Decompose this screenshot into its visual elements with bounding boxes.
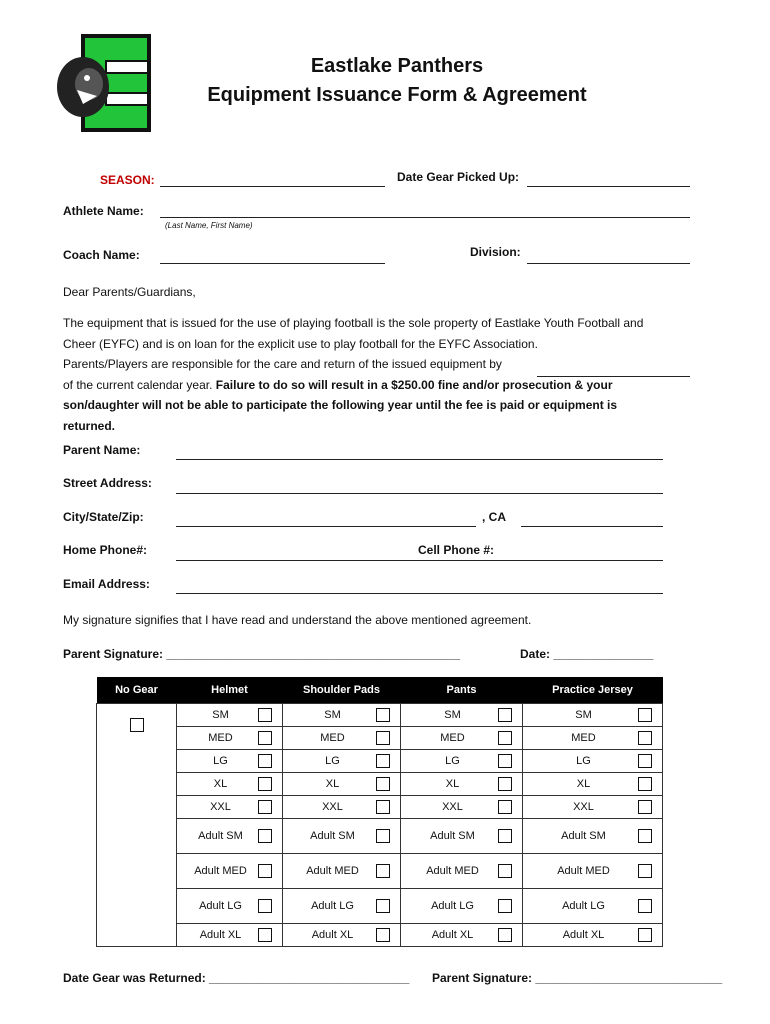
helmet-size-cell [177,773,283,796]
para-line-2: Cheer (EYFC) and is on loan for the explicit use to play football for the EYFC Association. [63,336,538,351]
pants-size-cell [401,704,523,727]
pants-size-label: LG [445,755,460,767]
pants-checkbox[interactable] [498,777,512,791]
gear-table-header [97,677,663,704]
header-practice-jersey: Practice Jersey [523,677,663,704]
pants-checkbox[interactable] [498,928,512,942]
shoulder-pads-size-cell [283,773,401,796]
practice-jersey-checkbox[interactable] [638,899,652,913]
parent-signature-line[interactable]: Parent Signature: ____________________________________________ [63,647,461,661]
helmet-checkbox[interactable] [258,864,272,878]
state-ca-label: , CA [482,510,506,524]
email-address-label: Email Address: [63,577,150,591]
gear-table [96,677,663,947]
helmet-size-cell [177,727,283,750]
no-gear-cell [97,704,177,947]
shoulder-pads-size-label: XXL [322,801,343,813]
shoulder-pads-size-cell [283,704,401,727]
practice-jersey-size-label: Adult MED [557,865,610,877]
practice-jersey-size-label: XL [576,778,591,790]
date-returned-line[interactable]: Date Gear was Returned: ______________________________ [63,971,410,985]
practice-jersey-size-label: LG [576,755,591,767]
pants-size-cell [401,773,523,796]
date-picked-up-label: Date Gear Picked Up: [397,170,520,184]
helmet-size-label: Adult SM [198,830,243,842]
practice-jersey-checkbox[interactable] [638,829,652,843]
athlete-name-label: Athlete Name: [63,204,144,218]
pants-size-label: Adult LG [431,900,474,912]
practice-jersey-size-label: XXL [573,801,594,813]
practice-jersey-checkbox[interactable] [638,928,652,942]
pants-size-cell [401,727,523,750]
coach-name-label: Coach Name: [63,248,140,262]
para-line-4b: Failure to do so will result in a $250.00 fine and/or prosecution & your [215,377,613,392]
no-gear-checkbox[interactable] [130,718,144,732]
pants-checkbox[interactable] [498,829,512,843]
table-row [97,750,663,773]
parent-name-label: Parent Name: [63,443,141,457]
shoulder-pads-checkbox[interactable] [376,800,390,814]
helmet-size-label: LG [213,755,228,767]
header-no-gear: No Gear [97,677,177,704]
street-address-label: Street Address: [63,476,152,490]
practice-jersey-size-label: Adult XL [562,929,605,941]
shoulder-pads-checkbox[interactable] [376,777,390,791]
table-row [97,704,663,727]
practice-jersey-size-cell [523,773,663,796]
helmet-checkbox[interactable] [258,899,272,913]
practice-jersey-size-label: Adult LG [562,900,605,912]
practice-jersey-size-cell [523,704,663,727]
zip-field[interactable] [521,526,663,527]
practice-jersey-size-label: MED [571,732,596,744]
practice-jersey-checkbox[interactable] [638,800,652,814]
para-line-3: Parents/Players are responsible for the care and return of the issued equipment by [63,357,502,371]
table-row [97,889,663,924]
signature-date-line[interactable]: Date: _______________ [520,647,654,661]
pants-checkbox[interactable] [498,708,512,722]
footer-parent-signature-line[interactable]: Parent Signature: ____________________________ [432,971,723,985]
shoulder-pads-size-label: Adult XL [311,929,354,941]
pants-size-cell [401,854,523,889]
pants-size-cell [401,750,523,773]
header-helmet: Helmet [177,677,283,704]
helmet-checkbox[interactable] [258,777,272,791]
helmet-size-label: Adult MED [194,865,247,877]
shoulder-pads-size-label: XL [325,778,340,790]
pants-checkbox[interactable] [498,800,512,814]
return-by-date-field[interactable] [537,376,690,377]
division-field[interactable] [527,263,690,264]
pants-size-cell [401,796,523,819]
helmet-size-label: SM [212,709,229,721]
helmet-checkbox[interactable] [258,708,272,722]
shoulder-pads-checkbox[interactable] [376,731,390,745]
table-row [97,727,663,750]
shoulder-pads-size-cell [283,889,401,924]
practice-jersey-size-cell [523,750,663,773]
practice-jersey-size-cell [523,819,663,854]
table-row [97,924,663,947]
practice-jersey-size-label: Adult SM [561,830,606,842]
practice-jersey-size-cell [523,889,663,924]
season-field[interactable] [160,186,385,187]
city-field[interactable] [176,526,476,527]
header-pants: Pants [401,677,523,704]
shoulder-pads-checkbox[interactable] [376,864,390,878]
helmet-size-cell [177,889,283,924]
helmet-size-label: XL [213,778,228,790]
title-line-1: Eastlake Panthers [310,55,484,77]
header-shoulder-pads: Shoulder Pads [283,677,401,704]
shoulder-pads-size-label: LG [325,755,340,767]
helmet-size-cell [177,796,283,819]
helmet-size-cell [177,819,283,854]
parent-name-field[interactable] [176,459,663,460]
pants-size-cell [401,924,523,947]
helmet-checkbox[interactable] [258,754,272,768]
practice-jersey-checkbox[interactable] [638,708,652,722]
pants-size-cell [401,889,523,924]
home-phone-label: Home Phone#: [63,543,148,557]
shoulder-pads-checkbox[interactable] [376,708,390,722]
table-row [97,773,663,796]
table-row [97,819,663,854]
shoulder-pads-size-label: SM [324,709,341,721]
pants-size-label: Adult MED [426,865,479,877]
practice-jersey-size-cell [523,727,663,750]
athlete-name-field[interactable] [160,217,690,218]
pants-checkbox[interactable] [498,899,512,913]
email-address-field[interactable] [176,593,663,594]
athlete-name-hint: (Last Name, First Name) [165,221,253,230]
practice-jersey-size-label: SM [575,709,592,721]
eastlake-logo [53,32,153,136]
cell-phone-label: Cell Phone #: [418,543,495,557]
shoulder-pads-checkbox[interactable] [376,928,390,942]
table-row [97,854,663,889]
pants-size-cell [401,819,523,854]
helmet-checkbox[interactable] [258,800,272,814]
shoulder-pads-size-cell [283,727,401,750]
shoulder-pads-size-label: Adult MED [306,865,359,877]
shoulder-pads-size-cell [283,854,401,889]
practice-jersey-size-cell [523,854,663,889]
pants-size-label: Adult XL [431,929,474,941]
shoulder-pads-checkbox[interactable] [376,829,390,843]
para-line-4a: of the current calendar year. [63,377,213,392]
helmet-size-cell [177,704,283,727]
shoulder-pads-size-label: Adult SM [310,830,355,842]
shoulder-pads-size-cell [283,750,401,773]
shoulder-pads-checkbox[interactable] [376,754,390,768]
signature-statement: My signature signifies that I have read and understand the above mentioned agreement. [63,613,532,627]
pants-size-label: XL [445,778,460,790]
practice-jersey-checkbox[interactable] [638,754,652,768]
helmet-checkbox[interactable] [258,731,272,745]
pants-size-label: Adult SM [430,830,475,842]
shoulder-pads-size-label: Adult LG [311,900,354,912]
date-picked-up-field[interactable] [527,186,690,187]
helmet-size-label: XXL [210,801,231,813]
street-address-field[interactable] [176,493,663,494]
table-row [97,796,663,819]
practice-jersey-checkbox[interactable] [638,864,652,878]
pants-size-label: XXL [442,801,463,813]
para-line-5: son/daughter will not be able to participate the following year until the fee is paid or equipment is [63,398,618,412]
shoulder-pads-size-cell [283,796,401,819]
title-line-2: Equipment Issuance Form & Agreement [207,84,587,106]
para-line-4 [63,375,703,396]
home-phone-field[interactable] [176,560,663,561]
practice-jersey-checkbox[interactable] [638,731,652,745]
city-state-zip-label: City/State/Zip: [63,510,144,524]
practice-jersey-size-cell [523,924,663,947]
pants-checkbox[interactable] [498,864,512,878]
coach-name-field[interactable] [160,263,385,264]
practice-jersey-size-cell [523,796,663,819]
pants-checkbox[interactable] [498,731,512,745]
helmet-size-cell [177,750,283,773]
helmet-size-label: Adult XL [199,929,242,941]
practice-jersey-checkbox[interactable] [638,777,652,791]
pants-size-label: MED [440,732,465,744]
shoulder-pads-size-cell [283,819,401,854]
shoulder-pads-size-label: MED [320,732,345,744]
helmet-checkbox[interactable] [258,829,272,843]
helmet-checkbox[interactable] [258,928,272,942]
greeting: Dear Parents/Guardians, [63,285,196,299]
para-line-1: The equipment that is issued for the use of playing football is the sole property of Eastlake Youth Football and [63,316,644,330]
form-title [187,52,607,110]
shoulder-pads-checkbox[interactable] [376,899,390,913]
helmet-size-label: MED [208,732,233,744]
division-label: Division: [470,245,521,259]
para-line-6: returned. [63,418,116,433]
helmet-size-cell [177,854,283,889]
pants-size-label: SM [444,709,461,721]
season-label: SEASON: [100,173,155,187]
shoulder-pads-size-cell [283,924,401,947]
pants-checkbox[interactable] [498,754,512,768]
agreement-paragraph [63,313,703,436]
helmet-size-cell [177,924,283,947]
helmet-size-label: Adult LG [199,900,242,912]
